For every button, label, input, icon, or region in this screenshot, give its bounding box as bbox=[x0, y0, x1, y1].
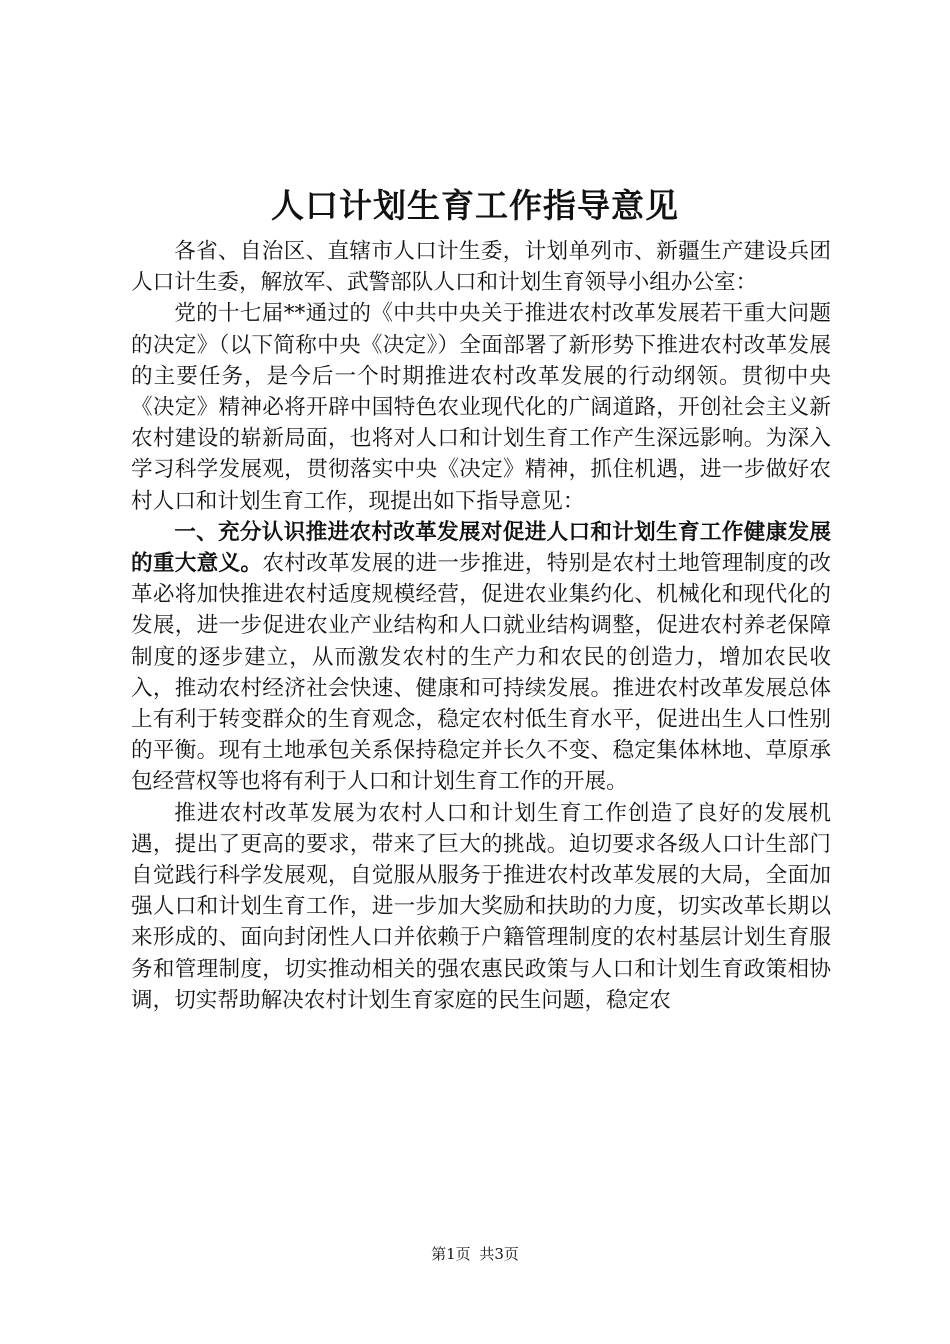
paragraph-section-1-continued bbox=[131, 798, 831, 1016]
page-number: 第1页 bbox=[431, 1245, 471, 1263]
document-body bbox=[131, 236, 831, 1016]
paragraph-text: 各省、自治区、直辖市人口计生委，计划单列市、新疆生产建设兵团人口计生委，解放军、武警部队人口和计划生育领导小组办公室： bbox=[131, 239, 831, 296]
section-heading: 一、充分认识推进农村改革发展对促进人口和计划生育工作健康发展的重大意义。 bbox=[131, 519, 831, 577]
paragraph-salutation bbox=[131, 236, 831, 298]
page-total: 共3页 bbox=[479, 1245, 519, 1263]
paragraph-text: 农村改革发展的进一步推进，特别是农村土地管理制度的改革必将加快推进农村适度规模经营，促进农业集约化、机械化和现代化的发展，进一步促进农业产业结构和人口就业结构调整，促进农村养老保障制度的逐步建立，从而激发农村的生产力和农民的创造力，增加农民收入，推动农村经济社会快速、健康和可持续发展。推进农村改革发展总体上有利于转变群众的生育观念，稳定农村低生育水平，促进出生人口性别的平衡。现有土地承包关系保持稳定并长久不变、稳定集体林地、草原承包经营权等也将有利于人口和计划生育工作的开展。 bbox=[131, 551, 831, 795]
paragraph-section-1 bbox=[131, 517, 831, 798]
paragraph-preamble bbox=[131, 298, 831, 516]
document-title: 人口计划生育工作指导意见 bbox=[271, 186, 679, 225]
paragraph-text: 推进农村改革发展为农村人口和计划生育工作创造了良好的发展机遇，提出了更高的要求，带来了巨大的挑战。迫切要求各级人口计生部门自觉践行科学发展观，自觉服从服务于推进农村改革发展的大局，全面加强人口和计划生育工作，进一步加大奖励和扶助的力度，切实改革长期以来形成的、面向封闭性人口并依赖于户籍管理制度的农村基层计划生育服务和管理制度，切实推动相关的强农惠民政策与人口和计划生育政策相协调，切实帮助解决农村计划生育家庭的民生问题，稳定农 bbox=[131, 800, 831, 1013]
page-footer bbox=[0, 1244, 950, 1264]
paragraph-text: 党的十七届**通过的《中共中央关于推进农村改革发展若干重大问题的决定》（以下简称中央《决定》）全面部署了新形势下推进农村改革发展的主要任务，是今后一个时期推进农村改革发展的行动纲领。贯彻中央《决定》精神必将开辟中国特色农业现代化的广阔道路，开创社会主义新农村建设的崭新局面，也将对人口和计划生育工作产生深远影响。为深入学习科学发展观，贯彻落实中央《决定》精神，抓住机遇，进一步做好农村人口和计划生育工作，现提出如下指导意见： bbox=[131, 301, 831, 514]
